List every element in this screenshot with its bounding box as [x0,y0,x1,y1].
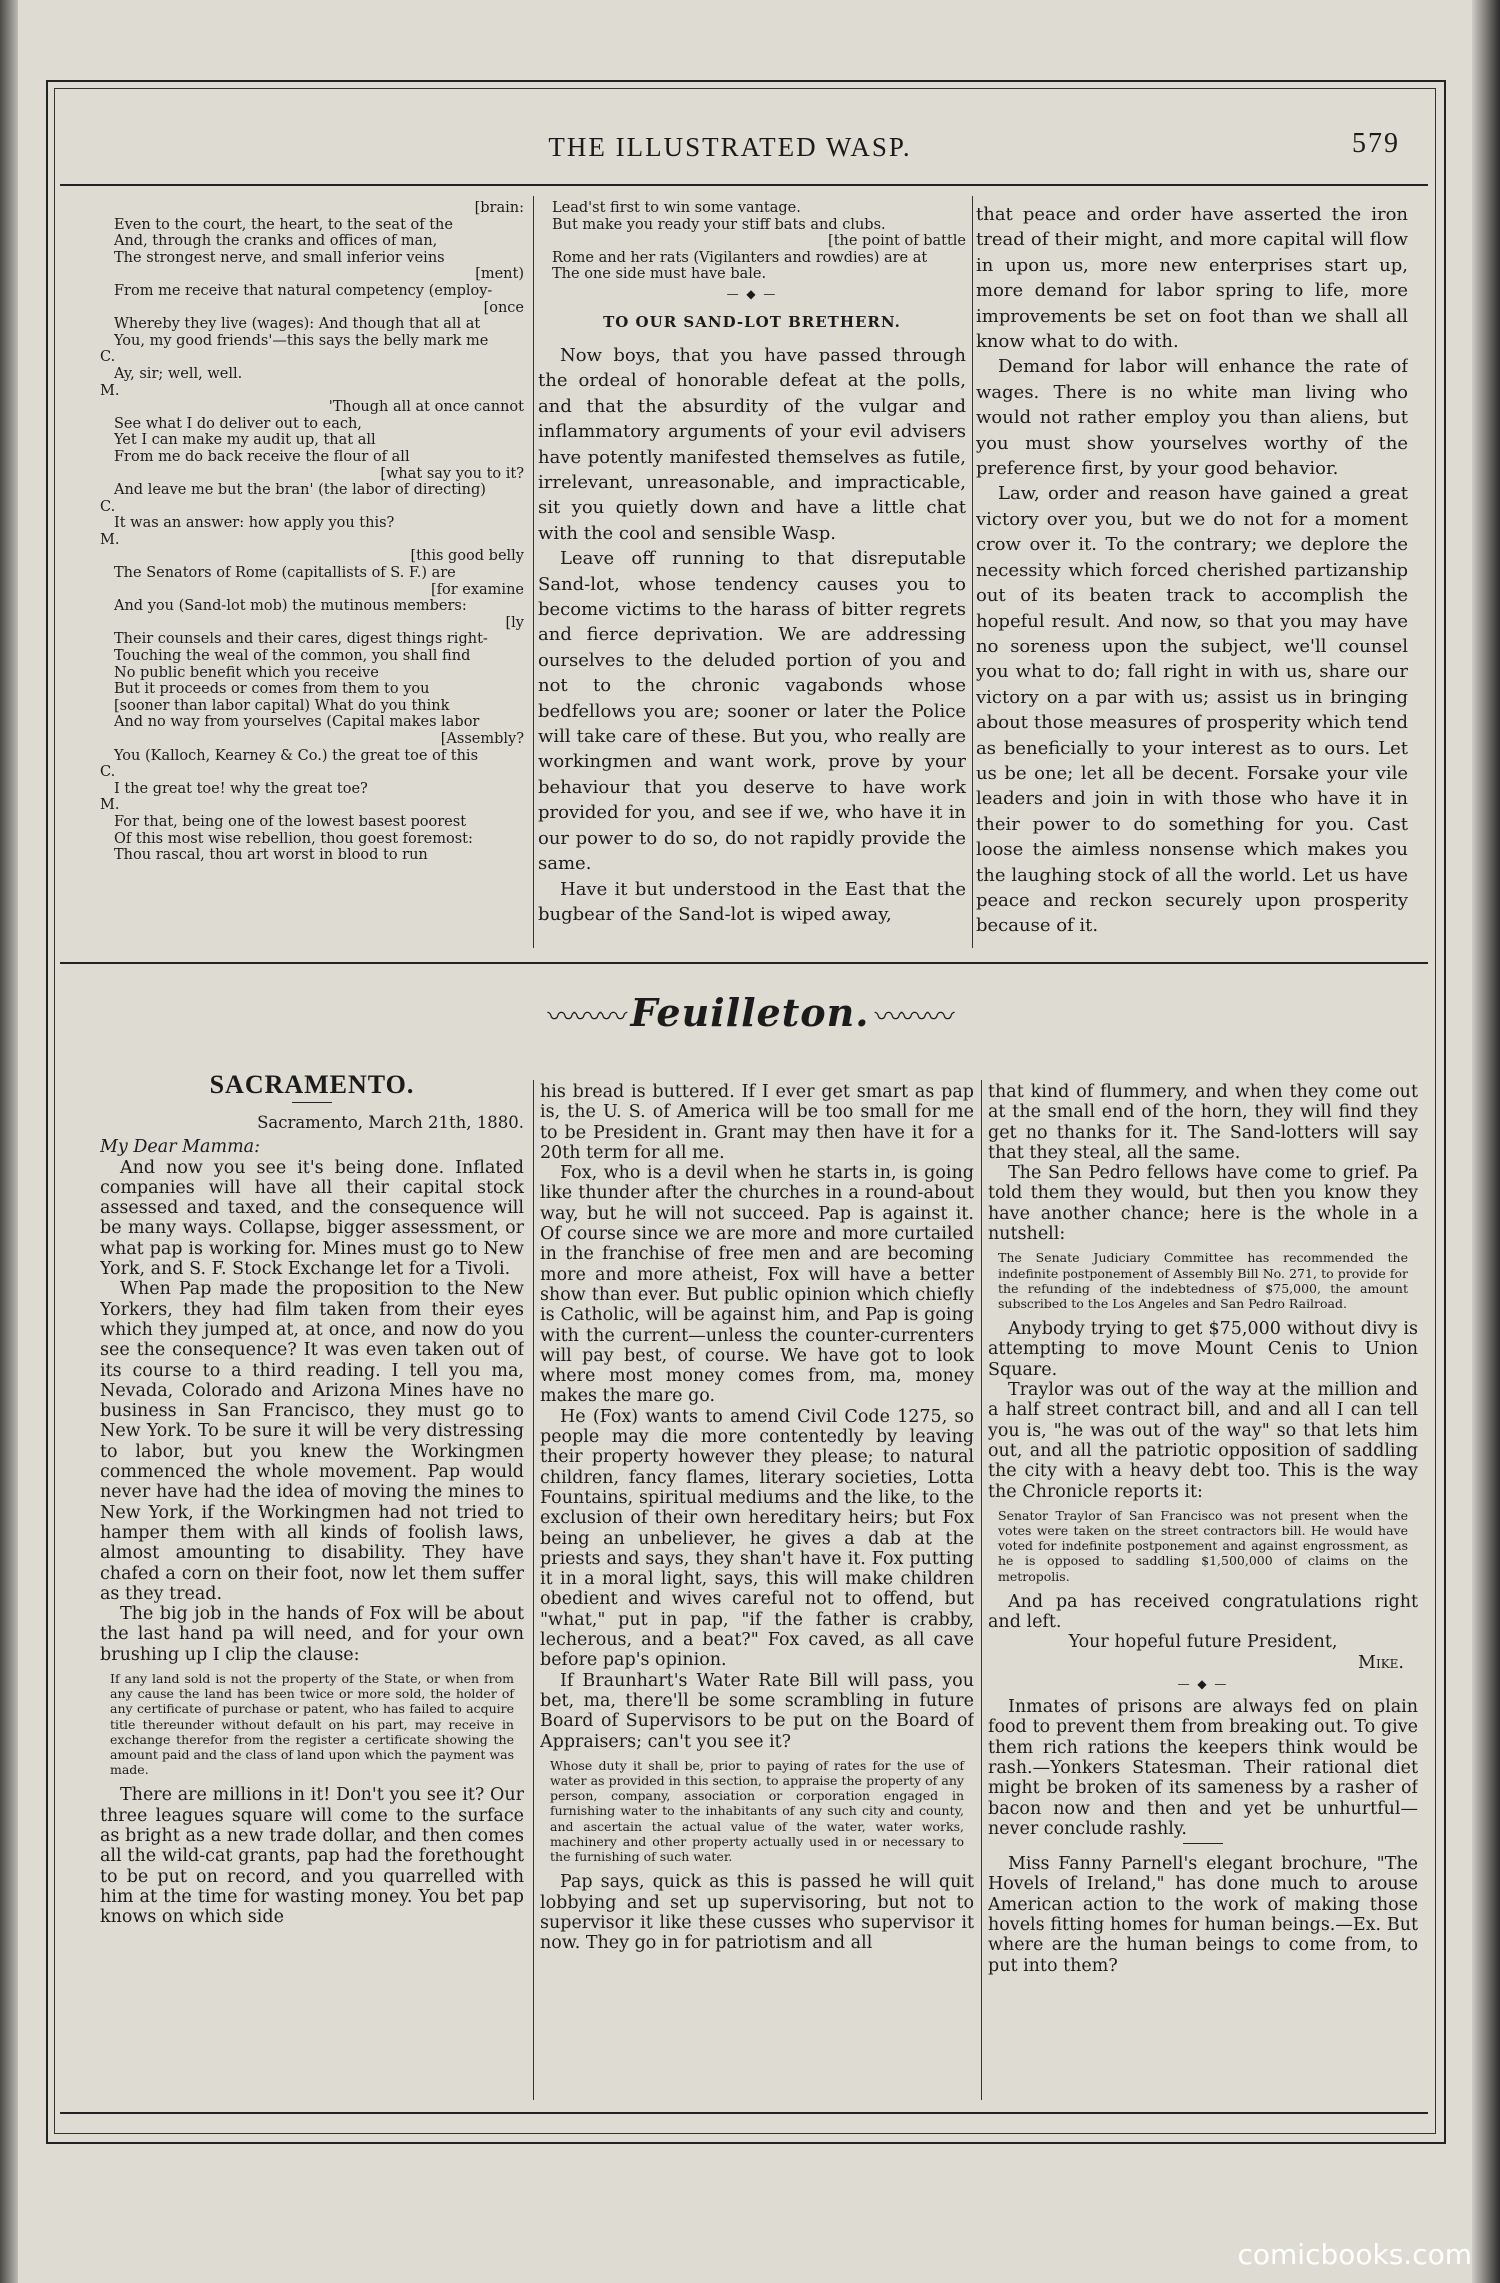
verse-line: But make you ready your stiff bats and clubs. [552,216,886,233]
paragraph: The big job in the hands of Fox will be about the last hand pa will need, and for your own brushing up I clip the clause: [100,1604,524,1665]
paragraph: Traylor was out of the way at the million and a half street contract bill, and and all I can tell you is, "he was out of the way" so that lets him out, and all the patriotic opposition of saddling the city with a heavy debt too. This is the way the Chronicle reports it: [988,1380,1418,1502]
verse-line: Touching the weal of the common, you shall find [114,648,471,665]
salutation: My Dear Mamma: [100,1137,260,1158]
verse-line: Ay, sir; well, well. [114,365,243,382]
paragraph: Fox, who is a devil when he starts in, is going like thunder after the churches in a round-about way, but he will not succeed. Pap is against it. Of course since we are more and more curtailed in the franchise of free men and are becoming more and more atheist, Fox will have a better show than ever. But public opinion which chiefly is Catholic, will be against him, and Pap is going with the current—unless the counter-currenters will pay best, of course. We have got to look where most money comes from, ma, money makes the mare go. [540,1163,974,1407]
verse-line: It was an answer: how apply you this? [114,515,395,532]
page-edge-shadow-right [1472,0,1500,2283]
verse-line: [the point of battle [828,233,966,250]
verse-block [538,200,966,283]
verse-line: See what I do deliver out to each, [114,415,362,432]
paragraph: that kind of flummery, and when they come out at the small end of the horn, they will find they get no thanks for it. The Sand-lotters will say that they steal, all the same. [988,1082,1418,1163]
paragraph: The San Pedro fellows have come to grief. Pa told them they would, but then you know they have another chance; here is the whole in a nutshell: [988,1163,1418,1245]
verse-line: [this good belly [410,548,524,565]
quoted-clause: Senator Traylor of San Francisco was not present when the votes were taken on the street contractors bill. He would have voted for indefinite postponement and against engrossment, as he is opposed to saddling $1,500,000 of claims on the metropolis. [998,1507,1408,1584]
verse-line: No public benefit which you receive [114,664,379,681]
verse-line: C. [100,764,116,781]
bottom-rule [60,2112,1428,2114]
quoted-clause: Whose duty it shall be, prior to paying of rates for the use of water as provided in this section, to appraise the property of any person, company, association or corporation engaged in furnishing water to the inhabitants of any such city and county, and ascertain the actual value of the water, water works, machinery and other property actually used in or necessary to the furnishing of such water. [550,1757,964,1865]
column-divider [533,1080,534,2100]
verse-line: And leave me but the bran' (the labor of directing) [114,482,486,499]
paragraph: When Pap made the proposition to the New Yorkers, they had film taken from their eyes which they jumped at, at once, and now do you see the consequence? It was even taken out of its course to a third reading. I tell you ma, Nevada, Colorado and Arizona Mines have no business in San Francisco, they must go to New York. To be sure it will be very distressing to labor, but you knew the Workingmen commenced the whole movement. Pap would never have had the idea of moving the mines to New York, if the Workingmen had not tried to hamper them with all kinds of foolish laws, almost amounting to disability. They have chafed a corn on their foot, now let them suffer as they tread. [100,1279,524,1604]
closing: Your hopeful future President, [1068,1632,1338,1653]
verse-line: Thou rascal, thou art worst in blood to run [114,847,428,864]
paragraph: Inmates of prisons are always fed on plain food to prevent them from breaking out. To give them rich rations the keepers think would be rash.—Yonkers Statesman. Their rational diet might be broken of its sameness by a rasher of bacon now and then and yet be unhurtful—never conclude rashly. [988,1697,1418,1839]
verse-line: You (Kalloch, Kearney & Co.) the great toe of this [114,747,479,764]
verse-line: M. [100,382,120,399]
paragraph: There are millions in it! Don't you see it? Our three leagues square will come to the surface as bright as a new trade dollar, and then comes all the wild-cat grants, pap had the forethought to be put on record, and you quarrelled with him at the time for wasting money. You bet pap knows on which side [100,1785,524,1928]
verse-line: [Assembly? [440,731,524,747]
verse-line: And, through the cranks and offices of man, [114,233,438,250]
title-rule [292,1102,332,1103]
feuilleton-heading [540,990,960,1060]
paragraph: And now you see it's being done. Inflated companies will have all their capital stock assessed and taxed, and the consequence will be many ways. Collapse, bigger assessment, or what pap is working for. Mines must go to New York, and S. F. Stock Exchange let for a Tivoli. [100,1157,524,1280]
dateline: Sacramento, March 21th, 1880. [257,1113,524,1132]
upper-column-2 [538,200,966,950]
verse-line: But it proceeds or comes from them to you [114,681,430,698]
feuilleton-column-3 [988,1082,1418,2102]
verse-line: From me do back receive the flour of all [114,448,410,465]
verse-line: [ment) [475,266,524,283]
paragraph: Pap says, quick as this is passed he will quit lobbying and set up supervisoring, but not to supervisor it like these cusses who supervisor it now. They go in for patriotism and all [540,1872,974,1954]
verse-line: [sooner than labor capital) What do you think [114,697,450,714]
paragraph: his bread is buttered. If I ever get smart as pap is, the U. S. of America will be too small for me to be President in. Grant may then have it for a 20th term for all me. [540,1082,974,1163]
verse-line: Yet I can make my audit up, that all [114,432,376,449]
section-rule [60,962,1428,964]
verse-line: [for examine [430,581,524,598]
verse-line: C. [100,498,116,515]
verse-line: [ly [505,614,524,631]
verse-line: Lead'st first to win some vantage. [552,200,801,216]
feuilleton-title: Feuilleton. [630,990,870,1035]
column-divider [533,196,534,948]
verse-line: The Senators of Rome (capitallists of S. F.) are [114,565,456,582]
quoted-clause: If any land sold is not the property of the State, or when from any cause the land has been twice or more sold, the holder of any certificate of purchase or patent, who has failed to acquire title thereunder without default on his part, may receive in exchange therefor from the register a certificate showing the amount paid and the class of land upon which the payment was made. [110,1671,514,1778]
verse-line: [brain: [474,200,524,216]
page-edge-shadow-left [0,0,18,2283]
ornament-divider: — ◆ — [726,286,778,301]
item-divider [1183,1843,1223,1844]
paragraph: Miss Fanny Parnell's elegant brochure, "The Hovels of Ireland," has done much to arouse American action to the work of making those hovels fitting homes for human beings.—Ex. But where are the human beings to come from, to put into them? [988,1854,1418,1976]
paragraph: Demand for labor will enhance the rate of wages. There is no white man living who would not rather employ you than aliens, but you must show yourselves worthy of the preference first, by your good behavior. [976,356,1408,480]
signature: Mike. [1358,1652,1404,1673]
upper-column-1 [100,200,524,950]
header-rule [60,184,1428,186]
paragraph: Law, order and reason have gained a great victory over you, but we do not for a moment crow over it. To the contrary; we deplore the necessity which forced cherished partizanship out of its beaten track to accomplish the hopeful result. And now, so that you may have no soreness upon the subject, we'll counsel you what to do; fall right in with us, share our victory on a par with us; assist us in bringing about those measures of prosperity which tend as beneficially to your interest as to ours. Let us be one; let all be decent. Forsake your vile leaders and join in with those who have it in their power to do something for you. Cast loose the aimless nonsense which makes you the laughing stock of all the world. Let us have peace and reckon securely upon prosperity because of it. [976,483,1408,937]
verse-line: Whereby they live (wages): And though that all at [114,316,481,333]
verse-line: The one side must have bale. [552,266,767,283]
quoted-clause: The Senate Judiciary Committee has recommended the indefinite postponement of Assembly Bill No. 271, to provide for the refunding of the indebtedness of $75,000, the amount subscribed to the Los Angeles and San Pedro Railroad. [998,1250,1408,1311]
paragraph: Have it but understood in the East that the bugbear of the Sand-lot is wiped away, [538,878,966,925]
paragraph: He (Fox) wants to amend Civil Code 1275, so people may die more contentedly by leaving their property however they please; to natural children, fancy flames, literary societies, Lotta Fountains, spiritual mediums and the like, to the exclusion of their own hereditary heirs; but Fox being an unbeliever, he gives a dab at the priests and says, they shan't have it. Fox putting it in a moral light, says, this will make children obedient and wives careful not to offend, but "what," put in pap, "if the father is crabby, lecherous, and a beat?" Fox caved, as all cave before pap's opinion. [540,1406,974,1671]
upper-column-3 [976,202,1408,952]
ornament-flourish-left: 〰〰〰 [547,1000,626,1033]
verse-line: And no way from yourselves (Capital makes labor [114,714,480,731]
page-number: 579 [1352,128,1400,159]
verse-line: M. [100,531,120,548]
paragraph: If Braunhart's Water Rate Bill will pass, you bet, ma, there'll be some scrambling in future Board of Supervisors to be put on the Board of Appraisers; can't you see it? [540,1670,974,1752]
paragraph: And pa has received congratulations right and left. [988,1591,1418,1633]
page-header [60,128,1400,168]
verse-line: [what say you to it? [380,465,524,482]
article-body [538,285,966,927]
paragraph: Leave off running to that disreputable Sand-lot, whose tendency causes you to become victims to the harass of bitter regrets and fierce deprivation. We are addressing ourselves to the deluded portion of you and not to the chronic vagabonds whose bedfellows you are; sooner or later the Police will take care of these. But you, who really are workingmen and want work, prove by your behaviour that you deserve to have work provided for you, and see if we, who have it in our power to do so, do not rapidly provide the same. [538,548,966,875]
paragraph: Now boys, that you have passed through the ordeal of honorable defeat at the polls, and that the absurdity of the vulgar and inflammatory arguments of your evil advisers have potently manifested themselves as futile, irrelevant, unreasonable, and impracticable, sit you quietly down and have a little chat with the cool and sensible Wasp. [538,344,966,544]
column-divider [981,1080,982,2100]
verse-line: Rome and her rats (Vigilanters and rowdies) are at [552,249,928,266]
column-divider [972,196,973,948]
verse-line: Even to the court, the heart, to the seat of the [114,216,453,233]
verse-line: I the great toe! why the great toe? [114,780,368,797]
verse-line: Their counsels and their cares, digest things right- [114,631,488,648]
feuilleton-column-1 [100,1052,524,2102]
verse-line: Of this most wise rebellion, thou goest foremost: [114,830,473,847]
verse-line: For that, being one of the lowest basest poorest [114,813,467,830]
verse-line: M. [100,797,120,814]
story-title: SACRAMENTO. [209,1070,415,1099]
verse-line: And you (Sand-lot mob) the mutinous members: [114,598,467,615]
verse-line: You, my good friends'—this says the belly mark me [114,332,489,349]
ornament-divider: — ◆ — [1177,1677,1229,1692]
verse-line: The strongest nerve, and small inferior veins [114,249,445,266]
publication-title: THE ILLUSTRATED WASP. [548,132,912,162]
ornament-flourish-right: 〰〰〰 [874,1000,953,1033]
paragraph: Anybody trying to get $75,000 without divy is attempting to move Mount Cenis to Union Square. [988,1319,1418,1380]
verse-line: [once [483,299,524,316]
paragraph: that peace and order have asserted the iron tread of their might, and more capital will flow in upon us, more new enterprises start up, more demand for labor spring to life, more improvements be set on foot than we shall all know what to do with. [976,204,1408,353]
watermark: comicbooks.com [1237,2238,1472,2271]
article-title: TO OUR SAND-LOT BRETHERN. [603,312,901,331]
feuilleton-column-2 [540,1082,974,2102]
verse-line: C. [100,349,116,366]
verse-line: 'Though all at once cannot [328,399,524,416]
verse-line: From me receive that natural competency (employ- [114,282,493,299]
